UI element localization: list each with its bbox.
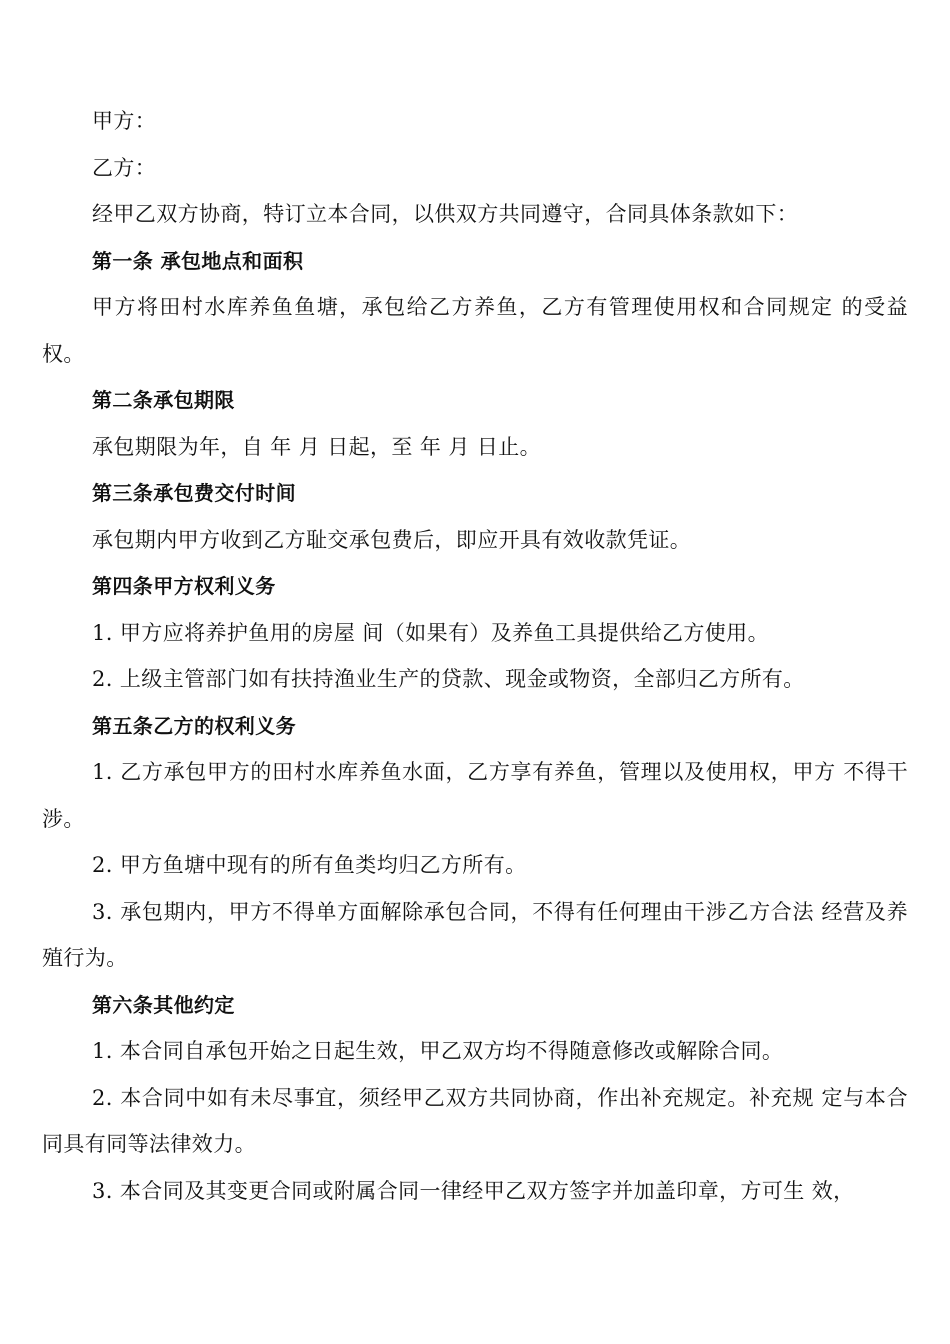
article-6-item-2: 2. 本合同中如有未尽事宜，须经甲乙双方共同协商，作出补充规定。补充规 定与本合同具有同等法律效力。 (42, 1085, 908, 1156)
party-a-line: 甲方： (92, 109, 157, 133)
article-1-text: 甲方将田村水库养鱼鱼塘，承包给乙方养鱼，乙方有管理使用权和合同规定 的受益权。 (42, 295, 908, 366)
article-2-text: 承包期限为年，自 年 月 日起，至 年 月 日止。 (92, 434, 542, 459)
article-3-title: 第三条承包费交付时间 (92, 481, 296, 505)
article-5-title: 第五条乙方的权利义务 (92, 713, 296, 738)
article-4-title: 第四条甲方权利义务 (92, 574, 276, 598)
intro-paragraph: 经甲乙双方协商，特订立本合同，以供双方共同遵守，合同具体条款如下： (92, 202, 799, 226)
article-5-item-3: 3. 承包期内，甲方不得单方面解除承包合同，不得有任何理由干涉乙方合法 经营及养殖行为。 (42, 899, 908, 970)
article-2-title: 第二条承包期限 (92, 388, 235, 412)
article-5-item-2: 2. 甲方鱼塘中现有的所有鱼类均归乙方所有。 (92, 853, 527, 877)
party-b-line: 乙方： (92, 155, 157, 180)
contract-document (42, 98, 908, 1214)
article-4-item-1: 1. 甲方应将养护鱼用的房屋 间（如果有）及养鱼工具提供给乙方使用。 (92, 620, 769, 645)
article-6-item-1: 1. 本合同自承包开始之日起生效，甲乙双方均不得随意修改或解除合同。 (92, 1039, 784, 1063)
article-4-item-2: 2. 上级主管部门如有扶持渔业生产的贷款、现金或物资，全部归乙方所有。 (92, 667, 805, 691)
article-1-title: 第一条 承包地点和面积 (92, 248, 304, 273)
article-3-text: 承包期内甲方收到乙方耻交承包费后，即应开具有效收款凭证。 (92, 527, 692, 552)
article-6-title: 第六条其他约定 (92, 992, 235, 1017)
article-5-item-1: 1. 乙方承包甲方的田村水库养鱼水面，乙方享有养鱼，管理以及使用权，甲方 不得干涉。 (42, 760, 908, 831)
article-6-item-3: 3. 本合同及其变更合同或附属合同一律经甲乙双方签字并加盖印章，方可生 效， (92, 1178, 855, 1203)
